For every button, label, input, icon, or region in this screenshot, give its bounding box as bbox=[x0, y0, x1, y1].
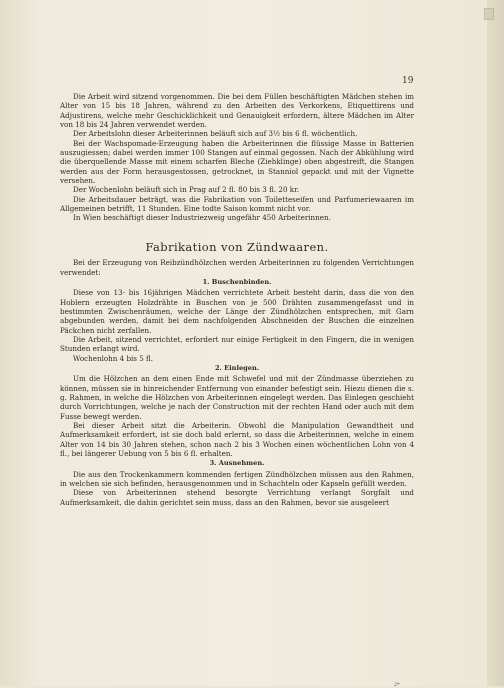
paragraph: Wochenlohn 4 bis 5 fl. bbox=[73, 353, 154, 363]
paragraph-intro: Bei der Erzeugung von Reibzündhölzchen werden Arbeiterinnen zu folgenden Verrichtungen verwendet: bbox=[60, 258, 414, 277]
paragraph: Der Arbeitslohn dieser Arbeiterinnen beläuft sich auf 3½ bis 6 fl. wöchentlich. bbox=[73, 129, 358, 139]
signature-mark: 2* bbox=[394, 682, 400, 688]
paragraph: Diese von 13- bis 16jährigen Mädchen verrichtete Arbeit besteht darin, dass die von den Hoblern erzeugten Holzdrähte in Buschen von je 500 Drähten zusammengefasst und in bestimmten Zwischenräumen, welche der Länge der Zündhölzchen entsprechen, mit Garn abgebunden werden, damit bei dem nachfolgenden Abschneiden der Buschen die einzelnen Päckchen nicht zerfallen. bbox=[60, 288, 414, 335]
paragraph: Bei der Wachspomade-Erzeugung haben die Arbeiterinnen die flüssige Masse in Batterien auszugiessen; dabei werden immer 100 Stangen auf einmal gegossen. Nach der Abkühlung wird die überquellende Masse mit einem scharfen Bleche (Ziehklinge) oben abgestreift, die Stangen werden aus der Form herausgestossen, getrocknet, in Stanniol gepackt und mit der Vignette versehen. bbox=[60, 138, 414, 186]
paragraph: In Wien beschäftigt dieser Industriezweig ungefähr 450 Arbeiterinnen. bbox=[73, 213, 331, 223]
paragraph: Die Arbeit, sitzend verrichtet, erfordert nur einige Fertigkeit in den Fingern, die in wenigen Stunden erlangt wird. bbox=[60, 334, 414, 354]
paragraph: Die Arbeit wird sitzend vorgenommen. Die bei dem Füllen beschäftigten Mädchen stehen im Alter von 15 bis 18 Jahren, während zu den Arbeiten des Verkorkens, Etiquettirens und Adjustirens, welche mehr Geschicklichkeit und Genauigkeit erfordern, ältere Mädchen im Alter von 18 bis 24 Jahren verwendet werden. bbox=[60, 92, 414, 130]
subsection-title: 3. Ausnehmen. bbox=[209, 459, 265, 468]
paragraph: Um die Hölzchen an dem einen Ende mit Schwefel und mit der Zündmasse überziehen zu können, müssen sie in hinreichender Entfernung von einander befestigt sein. Hiezu dienen die s. g. Rahmen, in welche die Hölzchen von Arbeiterinnen eingelegt werden. Das Einlegen geschieht durch Vorrichtungen, welche je nach der Construction mit der rechten Hand oder auch mit dem Fusse bewegt werden. bbox=[60, 374, 414, 421]
paragraph: Der Wochenlohn beläuft sich in Prag auf 2 fl. 80 bis 3 fl. 20 kr. bbox=[73, 185, 299, 195]
subsection-title: 1. Buschenbinden. bbox=[202, 277, 272, 286]
paragraph: Bei dieser Arbeit sitzt die Arbeiterin. Obwohl die Manipulation Gewandtheit und Aufmerksamkeit erfordert, ist sie doch bald erlernt, so dass die Arbeiterinnen, welche in einem Alter von 14 bis 30 Jahren stehen, schon nach 2 bis 3 Wochen einen wöchentlichen Lohn von 4 fl., bei längerer Uebung von 5 bis 6 fl. erhalten. bbox=[60, 421, 414, 459]
section-title: Fabrikation von Zündwaaren. bbox=[145, 239, 329, 254]
paragraph: Die aus den Trockenkammern kommenden fertigen Zündhölzchen müssen aus den Rahmen, in welchen sie sich befinden, herausgenommen und in Schachteln oder Kapseln gefüllt werden. bbox=[60, 469, 414, 489]
page-number: 19 bbox=[402, 76, 414, 86]
body-text bbox=[60, 92, 414, 507]
page-edge bbox=[487, 0, 504, 686]
paragraph: Die Arbeitsdauer beträgt, was die Fabrikation von Toiletteseifen und Parfumeriewaaren im Allgemeinen betrifft, 11 Stunden. Eine todte Saison kommt nicht vor. bbox=[60, 194, 414, 214]
paragraph: Diese von Arbeiterinnen stehend besorgte Verrichtung verlangt Sorgfalt und Aufmerksamkeit, die dahin gerichtet sein muss, dass an den Rahmen, bevor sie ausgeleert bbox=[60, 488, 414, 507]
subsection-title: 2. Einlegen. bbox=[214, 363, 260, 372]
corner-tab bbox=[484, 8, 494, 20]
